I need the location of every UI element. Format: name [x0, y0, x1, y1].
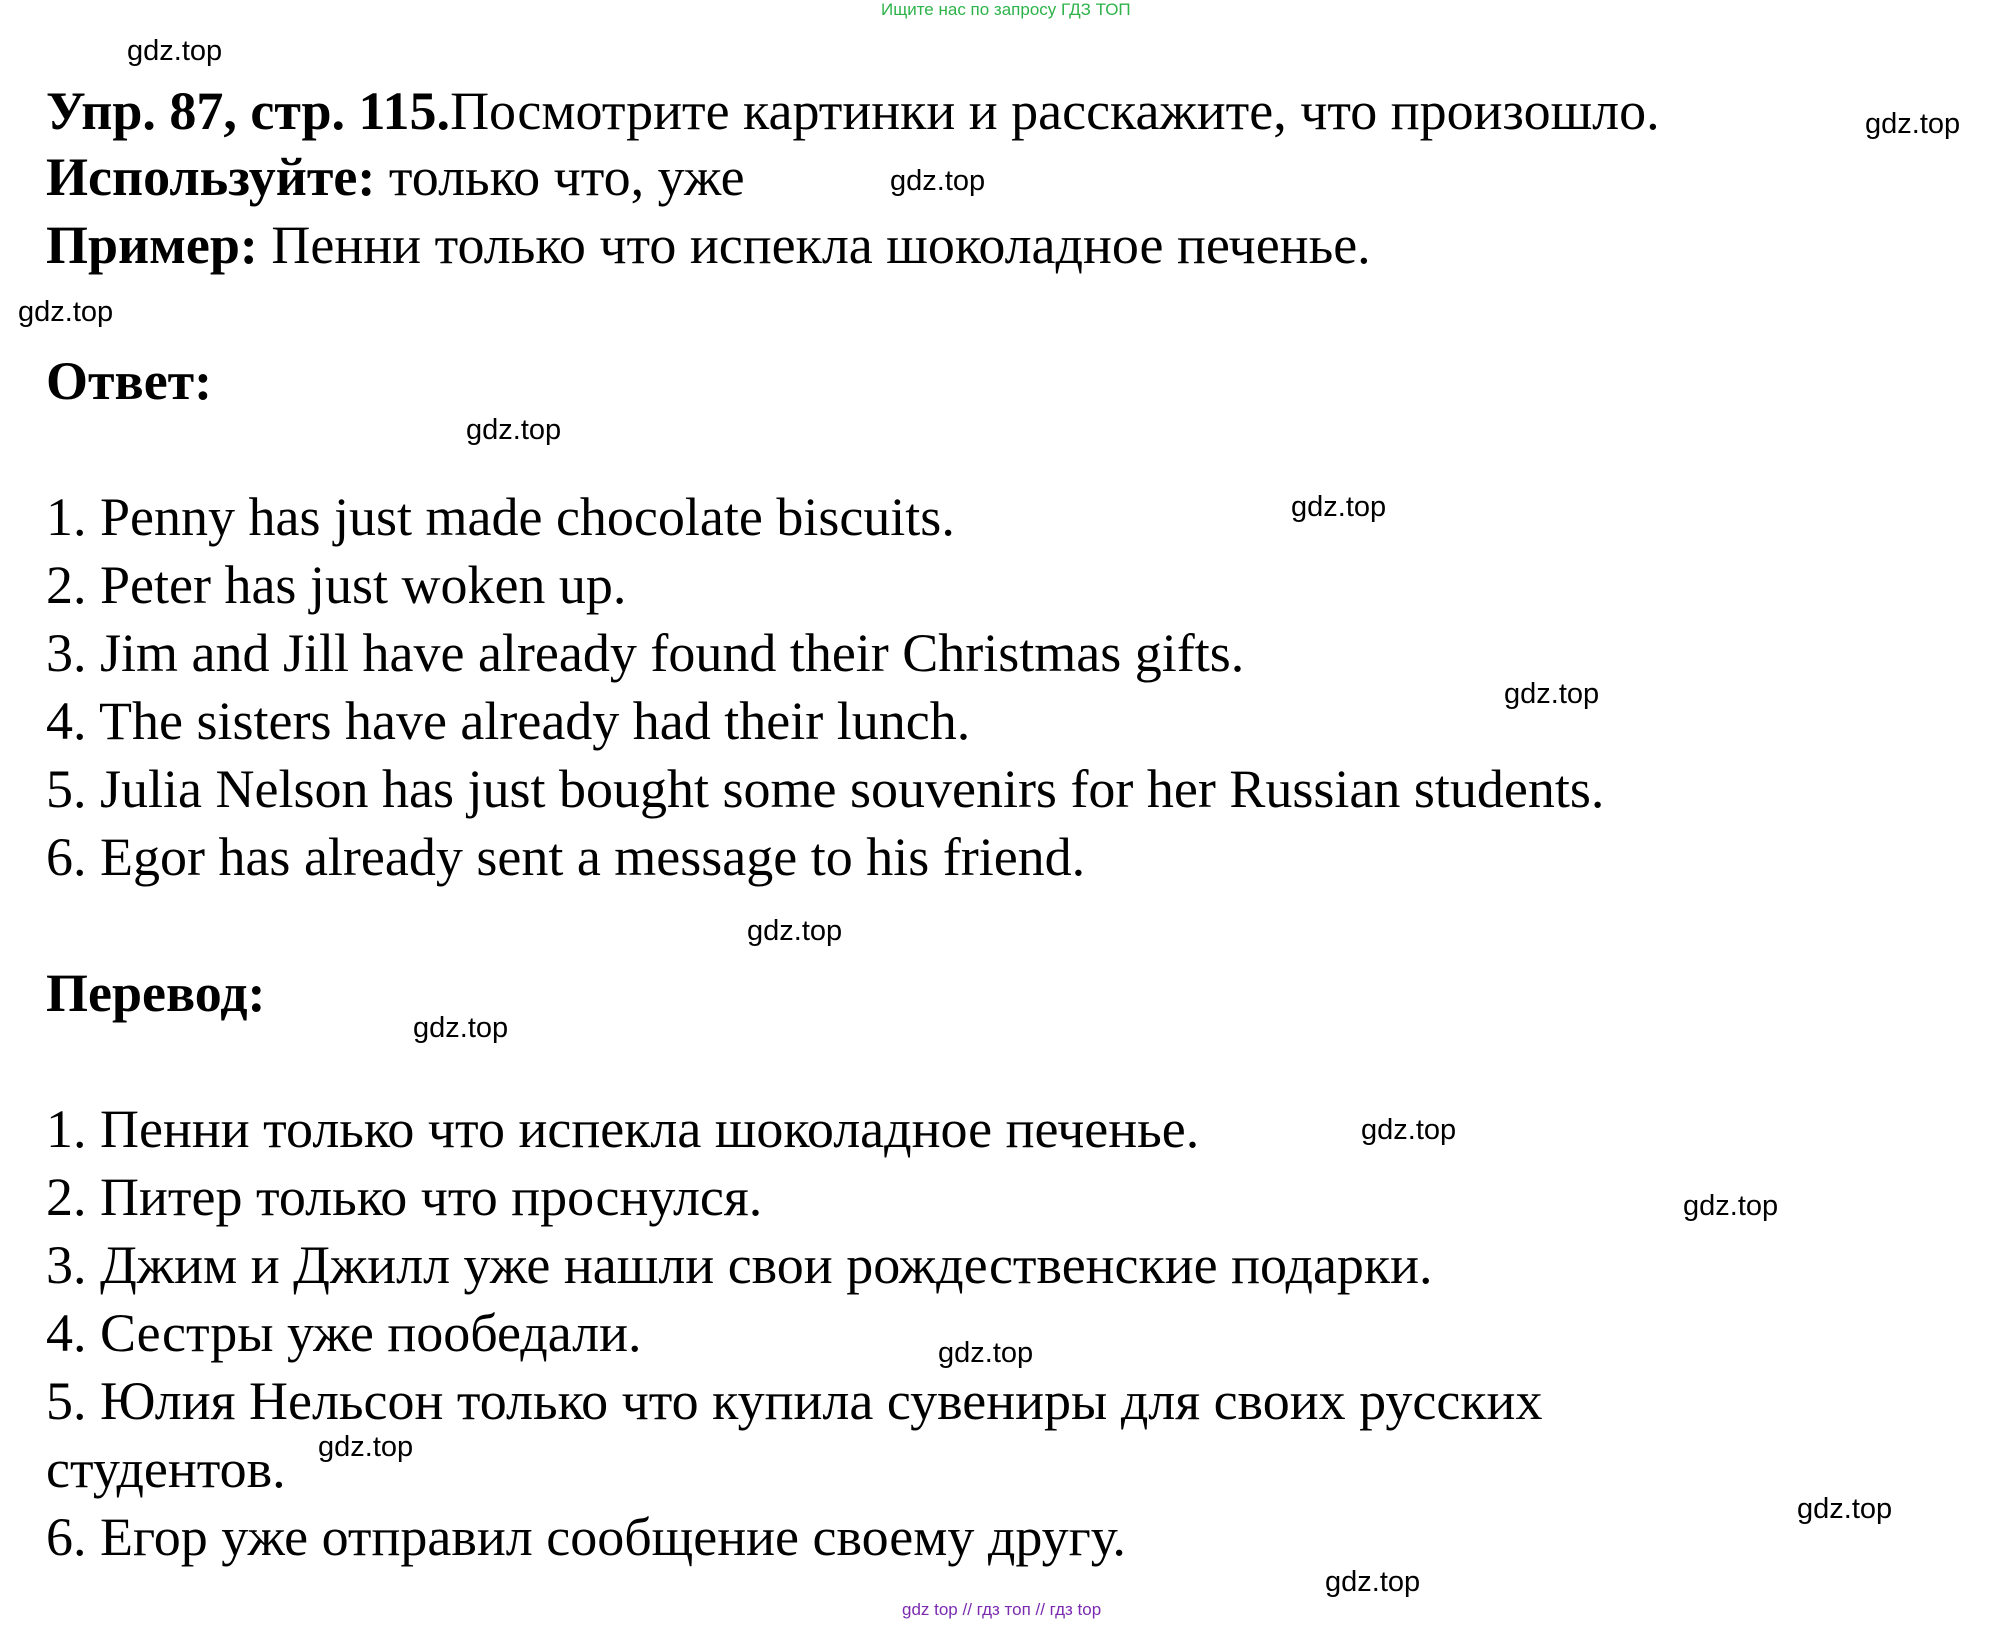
example-label: Пример:: [46, 215, 258, 275]
use-text: только что, уже: [375, 147, 745, 207]
translation-item: 2. Питер только что проснулся.: [46, 1167, 763, 1227]
exercise-label: Упр. 87, стр. 115.: [46, 81, 451, 141]
watermark: gdz.top: [1865, 108, 1961, 140]
watermark: gdz.top: [1683, 1190, 1779, 1222]
answer-item: 6. Egor has already sent a message to his friend.: [46, 827, 1086, 887]
top-search-note: Ищите нас по запросу ГДЗ ТОП: [881, 0, 1131, 19]
translation-item: 1. Пенни только что испекла шоколадное печенье.: [46, 1099, 1200, 1159]
use-label: Используйте:: [46, 147, 376, 207]
watermark: gdz.top: [890, 165, 986, 197]
watermark: gdz.top: [1504, 678, 1600, 710]
bottom-note: gdz top // гдз топ // гдз top: [902, 1600, 1102, 1619]
example-text: Пенни только что испекла шоколадное печенье.: [257, 215, 1371, 275]
watermark: gdz.top: [938, 1337, 1034, 1369]
watermark: gdz.top: [466, 414, 562, 446]
example-line: [46, 214, 1371, 276]
task-line: [46, 80, 1660, 142]
answer-item: 5. Julia Nelson has just bought some souvenirs for her Russian students.: [46, 759, 1605, 819]
translation-heading: Перевод:: [46, 963, 266, 1023]
watermark: gdz.top: [18, 296, 114, 328]
watermark: gdz.top: [1291, 491, 1387, 523]
exercise-instruction: Посмотрите картинки и расскажите, что произошло.: [450, 81, 1660, 141]
answer-heading: Ответ:: [46, 351, 213, 411]
translation-item: 3. Джим и Джилл уже нашли свои рождественские подарки.: [46, 1235, 1433, 1295]
translation-item: 6. Егор уже отправил сообщение своему другу.: [46, 1507, 1126, 1567]
watermark: gdz.top: [413, 1012, 509, 1044]
answer-item: 4. The sisters have already had their lunch.: [46, 691, 971, 751]
watermark: gdz.top: [1797, 1493, 1893, 1525]
use-line: [46, 146, 745, 208]
answer-item: 3. Jim and Jill have already found their Christmas gifts.: [46, 623, 1245, 683]
translation-item: 4. Сестры уже пообедали.: [46, 1303, 642, 1363]
watermark: gdz.top: [318, 1431, 414, 1463]
translation-item-continued: студентов.: [46, 1439, 286, 1499]
translation-item: 5. Юлия Нельсон только что купила сувениры для своих русских: [46, 1371, 1543, 1431]
watermark: gdz.top: [1325, 1566, 1421, 1598]
watermark: gdz.top: [747, 915, 843, 947]
watermark: gdz.top: [127, 35, 223, 67]
answer-item: 2. Peter has just woken up.: [46, 555, 627, 615]
answer-item: 1. Penny has just made chocolate biscuits.: [46, 487, 955, 547]
watermark: gdz.top: [1361, 1114, 1457, 1146]
